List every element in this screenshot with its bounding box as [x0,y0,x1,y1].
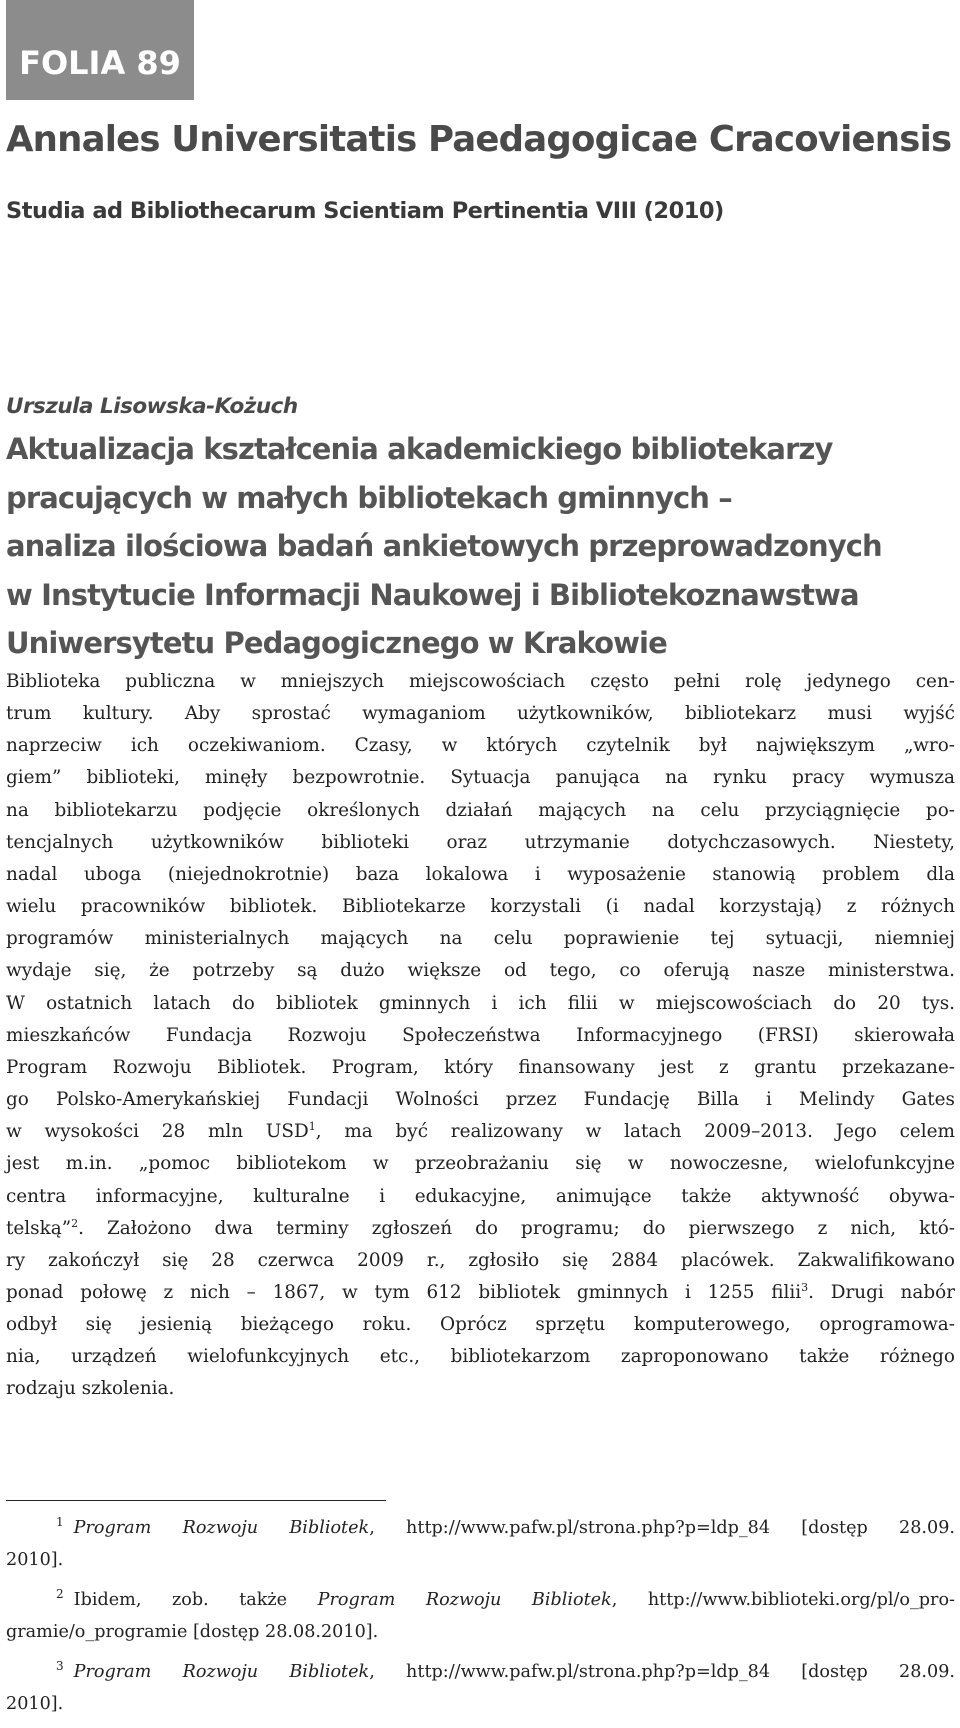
body-text-segment: ponad połowę z nich – 1867, w tym 612 bibliotek gminnych i 1255 filii [6,1281,802,1303]
footnote-ref-3[interactable]: 3 [801,1280,809,1294]
body-line: naprzeciw ich oczekiwaniom. Czasy, w których czytelnik był największym „wro- [6,735,955,757]
body-line: mieszkańców Fundacja Rozwoju Społeczeństwa Informacyjnego (FRSI) skierowała [6,1024,955,1046]
footnote-2 [6,1584,955,1648]
body-line: programów ministerialnych mających na celu poprawienie tej sytuacji, niemniej [6,928,955,950]
body-line: centra informacyjne, kulturalne i edukacyjne, animujące także aktywność obywa- [6,1185,955,1207]
body-text-segment: telską” [6,1217,72,1239]
body-text-segment: . Drugi nabór [808,1281,955,1303]
footnote-link[interactable]: , http://www.pafw.pl/strona.php?p=ldp_84 [dostęp 28.09. [369,1662,955,1682]
footnote-number: 3 [56,1659,64,1674]
body-text-segment: , ma być realizowany w latach 2009–2013. Jego celem [315,1121,955,1143]
body-line: odbył się jesienią bieżącego roku. Oprócz sprzętu komputerowego, oprogramowa- [6,1314,955,1336]
footnote-number: 2 [56,1587,64,1602]
footnote-ref-2[interactable]: 2 [71,1216,79,1230]
article-title [6,425,956,668]
footnote-line [6,1584,955,1616]
body-line [6,1116,955,1148]
footnote-line [6,1656,955,1688]
body-line: na bibliotekarzu podjęcie określonych działań mających na celu przyciągnięcie po- [6,799,955,821]
footnote-source-title: Program Rozwoju Bibliotek [73,1662,370,1682]
footnote-line: gramie/o_programie [dostęp 28.08.2010]. [6,1622,379,1642]
article-body [6,666,955,1406]
body-line [6,1277,955,1309]
body-line: Biblioteka publiczna w mniejszych miejscowościach często pełni rolę jedynego cen- [6,671,955,692]
article-title-line: w Instytucie Informacji Naukowej i Bibliotekoznawstwa [6,577,859,612]
article-title-line: analiza ilościowa badań ankietowych przeprowadzonych [6,529,882,563]
footnote-prefix: Ibidem, zob. także [73,1590,318,1610]
footnote-ref-1[interactable]: 1 [308,1120,316,1134]
footnote-source-title: Program Rozwoju Bibliotek [73,1518,370,1538]
body-line: giem” biblioteki, minęły bezpowrotnie. Sytuacja panująca na rynku pracy wymusza [6,767,955,789]
body-line [6,1213,955,1245]
article-title-line: pracujących w małych bibliotekach gminnych – [6,480,732,515]
journal-subtitle: Studia ad Bibliothecarum Scientiam Pertinentia VIII (2010) [6,198,724,224]
footnote-source-title: Program Rozwoju Bibliotek [317,1590,612,1610]
body-line: nia, urządzeń wielofunkcyjnych etc., bibliotekarzom zaproponowano także różnego [6,1346,955,1368]
body-line: nadal uboga (niejednokrotnie) baza lokalowa i wyposażenie stanowią problem dla [6,863,955,885]
article-title-line: Aktualizacja kształcenia akademickiego bibliotekarzy [6,432,833,466]
footnote-3 [6,1656,955,1720]
body-text-segment: . Założono dwa terminy zgłoszeń do programu; do pierwszego z nich, któ- [78,1217,955,1239]
article-author: Urszula Lisowska-Kożuch [6,394,298,419]
body-line: rodzaju szkolenia. [6,1378,175,1400]
footnote-divider [6,1500,386,1501]
body-text-segment: w wysokości 28 mln USD [6,1121,309,1143]
body-line: jest m.in. „pomoc bibliotekom w przeobrażaniu się w nowoczesne, wielofunkcyjne [6,1153,955,1175]
footnotes [6,1512,955,1728]
folia-badge [6,0,194,100]
footnote-1 [6,1512,955,1576]
body-line: tencjalnych użytkowników biblioteki oraz utrzymanie dotychczasowych. Niestety, [6,831,955,853]
body-line: Program Rozwoju Bibliotek. Program, który finansowany jest z grantu przekazane- [6,1056,955,1078]
body-line: wydaje się, że potrzeby są dużo większe od tego, co oferują nasze ministerstwa. [6,960,955,982]
footnote-number: 1 [56,1515,64,1530]
footnote-line: 2010]. [6,1550,64,1570]
body-line: ry zakończył się 28 czerwca 2009 r., zgłosiło się 2884 placówek. Zakwalifikowano [6,1249,955,1271]
body-line: trum kultury. Aby sprostać wymaganiom użytkowników, bibliotekarz musi wyjść [6,703,955,725]
article-title-line: Uniwersytetu Pedagogicznego w Krakowie [6,626,667,660]
footnote-link[interactable]: , http://www.pafw.pl/strona.php?p=ldp_84 [dostęp 28.09. [369,1518,955,1538]
journal-title: Annales Universitatis Paedagogicae Cracoviensis [6,119,952,160]
body-line: go Polsko-Amerykańskiej Fundacji Wolności przez Fundację Billa i Melindy Gates [6,1089,955,1111]
footnote-line: 2010]. [6,1694,64,1714]
body-line: wielu pracowników bibliotek. Bibliotekarze korzystali (i nadal korzystają) z różnych [6,896,955,918]
body-line: W ostatnich latach do bibliotek gminnych i ich filii w miejscowościach do 20 tys. [6,992,955,1014]
footnote-link[interactable]: , http://www.biblioteki.org/pl/o_pro- [611,1590,956,1610]
folia-label: FOLIA 89 [19,44,181,82]
footnote-line [6,1512,955,1544]
